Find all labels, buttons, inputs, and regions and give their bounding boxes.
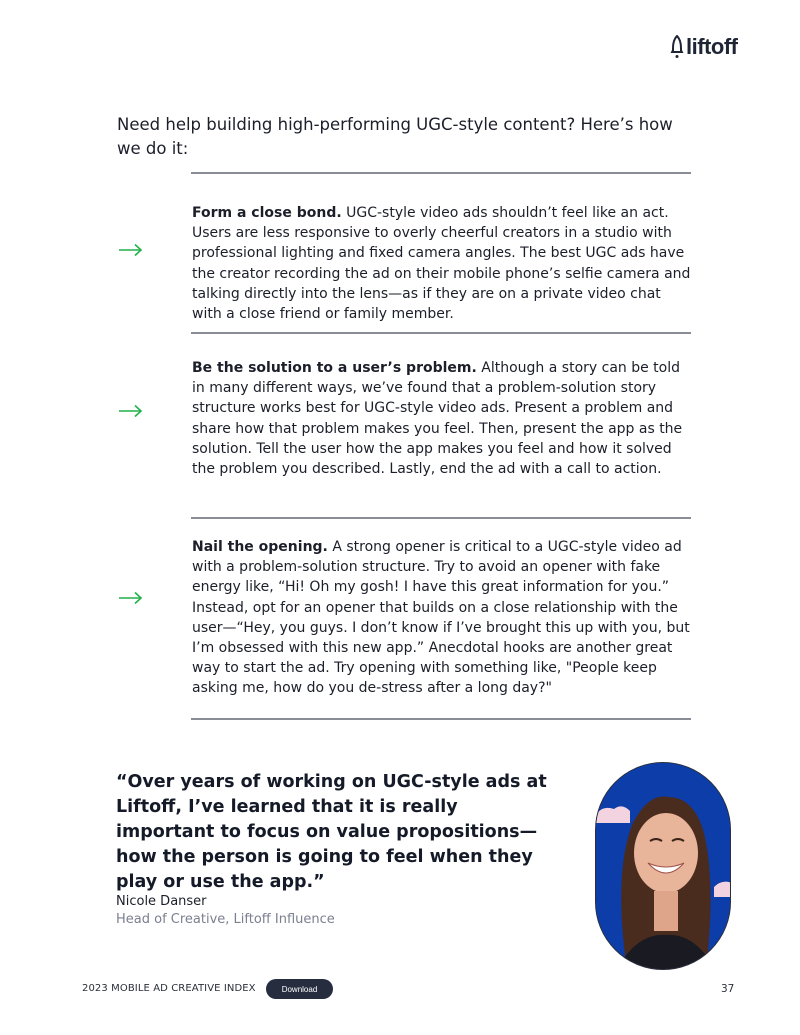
tip-title: Nail the opening.	[192, 539, 328, 555]
arrow-right-icon	[118, 243, 144, 257]
tip-body: A strong opener is critical to a UGC-style video ad with a problem-solution structure. Try to avoid an opener with fake energy like, “Hi! Oh my gosh! I have this great information for you.” Instead, opt for an opener that builds on a close relationship with the user—“Hey, you guys. I don’t know if I’ve brought this up with you, but I’m obsessed with this new app.” Anecdotal hooks are another great way to start the ad. Try opening with something like, "People keep asking me, how do you de-stress after a long day?"	[192, 539, 690, 697]
divider	[191, 172, 691, 174]
footer-title: 2023 MOBILE AD CREATIVE INDEX	[82, 983, 256, 994]
liftoff-logo	[670, 34, 737, 60]
tip-body: UGC-style video ads shouldn’t feel like an act. Users are less responsive to overly cheerful creators in a studio with professional lighting and fixed camera angles. The best UGC ads have the creator recording the ad on their mobile phone’s selfie camera and talking directly into the lens—as if they are on a private video chat with a close friend or family member.	[192, 205, 691, 323]
download-button[interactable]: Download	[266, 979, 333, 999]
divider	[191, 718, 691, 720]
tip-nail-the-opening	[192, 537, 692, 699]
portrait-photo	[595, 762, 731, 970]
divider	[191, 332, 691, 334]
testimonial-role: Head of Creative, Liftoff Influence	[116, 912, 335, 927]
tip-title: Be the solution to a user’s problem.	[192, 360, 477, 376]
person-illustration	[596, 763, 731, 970]
testimonial-name: Nicole Danser	[116, 894, 207, 909]
tip-form-close-bond	[192, 203, 692, 324]
testimonial-quote: “Over years of working on UGC-style ads at Liftoff, I’ve learned that it is really important to focus on value propositions—how the person is going to feel when they play or use the app.”	[116, 772, 547, 892]
logo-text: liftoff	[686, 34, 738, 59]
divider	[191, 517, 691, 519]
tip-body: Although a story can be told in many different ways, we’ve found that a problem-solution story structure works best for UGC-style video ads. Present a problem and share how that problem makes you feel. Then, present the app as the solution. Tell the user how the app makes you feel and how it solved the problem you described. Lastly, end the ad with a call to action.	[192, 360, 683, 478]
arrow-right-icon	[118, 591, 144, 605]
intro-text: Need help building high-performing UGC-style content? Here’s how we do it:	[117, 115, 673, 158]
rocket-icon	[670, 35, 684, 59]
tip-title: Form a close bond.	[192, 205, 342, 221]
page-number: 37	[721, 983, 735, 995]
tip-be-the-solution	[192, 358, 692, 479]
arrow-right-icon	[118, 404, 144, 418]
